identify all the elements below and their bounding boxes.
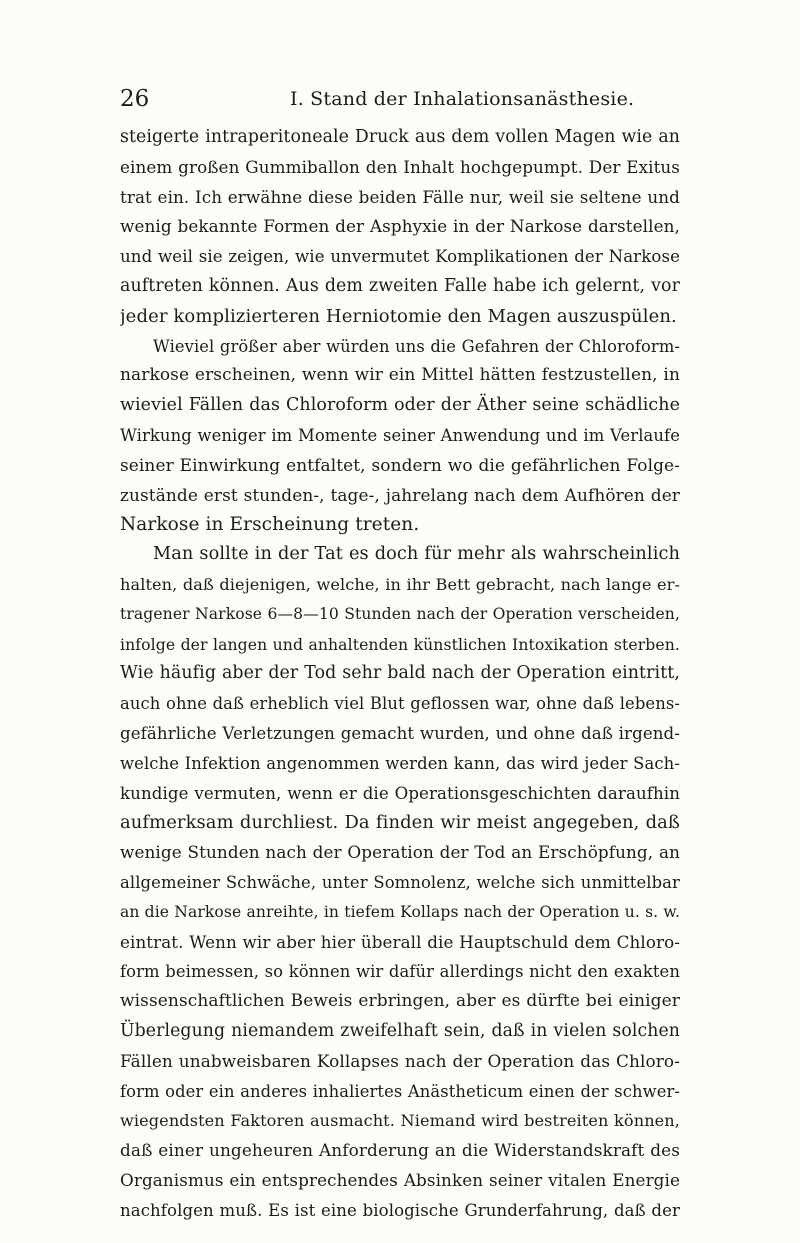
text-line: gefährliche Verletzungen gemacht wurden, und ohne daß irgend- — [120, 723, 680, 743]
text-line: Narkose in Erscheinung treten. — [120, 514, 420, 536]
text-line: daß einer ungeheuren Anforderung an die Widerstandskraft des — [120, 1140, 680, 1161]
text-line: trat ein. Ich erwähne diese beiden Fälle nur, weil sie seltene und — [120, 186, 680, 207]
text-line: welche Infektion angenommen werden kann, das wird jeder Sach- — [120, 753, 680, 773]
text-line: an die Narkose anreihte, in tiefem Kollaps nach der Operation u. s. w. — [120, 902, 680, 921]
text-line: eintrat. Wenn wir aber hier überall die Hauptschuld dem Chloro- — [120, 931, 680, 952]
text-line: Man sollte in der Tat es doch für mehr als wahrscheinlich — [153, 544, 680, 565]
text-line: auftreten können. Aus dem zweiten Falle habe ich gelernt, vor — [120, 275, 680, 296]
text-line: wenige Stunden nach der Operation der Tod an Erschöpfung, an — [120, 842, 680, 863]
text-line: Überlegung niemandem zweifelhaft sein, daß in vielen solchen — [120, 1020, 680, 1041]
text-line: zustände erst stunden-, tage-, jahrelang nach dem Aufhören der — [120, 484, 680, 505]
text-line: tragener Narkose 6—8—10 Stunden nach der Operation verscheiden, — [120, 604, 680, 623]
text-line: wiegendsten Faktoren ausmacht. Niemand wird bestreiten können, — [120, 1111, 680, 1131]
text-line: steigerte intraperitoneale Druck aus dem vollen Magen wie an — [120, 127, 680, 147]
text-line: wissenschaftlichen Beweis erbringen, aber es dürfte bei einiger — [120, 991, 680, 1012]
text-line: allgemeiner Schwäche, unter Somnolenz, welche sich unmittelbar — [120, 872, 680, 892]
text-line: Wirkung weniger im Momente seiner Anwendung und im Verlaufe — [120, 425, 680, 445]
running-head: I. Stand der Inhalationsanästhesie. — [290, 88, 635, 110]
text-line: Fällen unabweisbaren Kollapses nach der Operation das Chloro- — [120, 1050, 680, 1071]
text-line: halten, daß diejenigen, welche, in ihr Bett gebracht, nach lange er- — [120, 574, 680, 594]
text-line: und weil sie zeigen, wie unvermutet Komplikationen der Narkose — [120, 247, 680, 267]
text-line: form beimessen, so können wir dafür allerdings nicht den exakten — [120, 962, 680, 982]
text-line: seiner Einwirkung entfaltet, sondern wo die gefährlichen Folge- — [120, 454, 680, 475]
text-line: jeder komplizierteren Herniotomie den Magen auszuspülen. — [120, 305, 677, 327]
page-number: 26 — [120, 86, 150, 112]
text-line: nachfolgen muß. Es ist eine biologische Grunderfahrung, daß der — [120, 1200, 680, 1220]
body-text — [120, 123, 680, 1225]
text-line: narkose erscheinen, wenn wir ein Mittel hätten festzustellen, in — [120, 365, 680, 386]
text-line: einem großen Gummiballon den Inhalt hochgepumpt. Der Exitus — [120, 156, 680, 177]
text-line: wieviel Fällen das Chloroform oder der Äther seine schädliche — [120, 395, 680, 416]
page-header — [120, 84, 680, 114]
text-line: Wieviel größer aber würden uns die Gefahren der Chloroform- — [153, 336, 680, 356]
text-line: wenig bekannte Formen der Asphyxie in der Narkose darstellen, — [120, 216, 680, 237]
text-line: kundige vermuten, wenn er die Operationsgeschichten daraufhin — [120, 783, 680, 803]
text-line: auch ohne daß erheblich viel Blut geflossen war, ohne daß lebens- — [120, 694, 680, 714]
text-line: form oder ein anderes inhaliertes Anästheticum einen der schwer- — [120, 1081, 680, 1101]
text-line: Wie häufig aber der Tod sehr bald nach der Operation eintritt, — [120, 663, 680, 684]
text-line: infolge der langen und anhaltenden künstlichen Intoxikation sterben. — [120, 634, 680, 654]
text-line: aufmerksam durchliest. Da finden wir meist angegeben, daß — [120, 812, 680, 834]
text-line: Organismus ein entsprechendes Absinken seiner vitalen Energie — [120, 1169, 680, 1190]
